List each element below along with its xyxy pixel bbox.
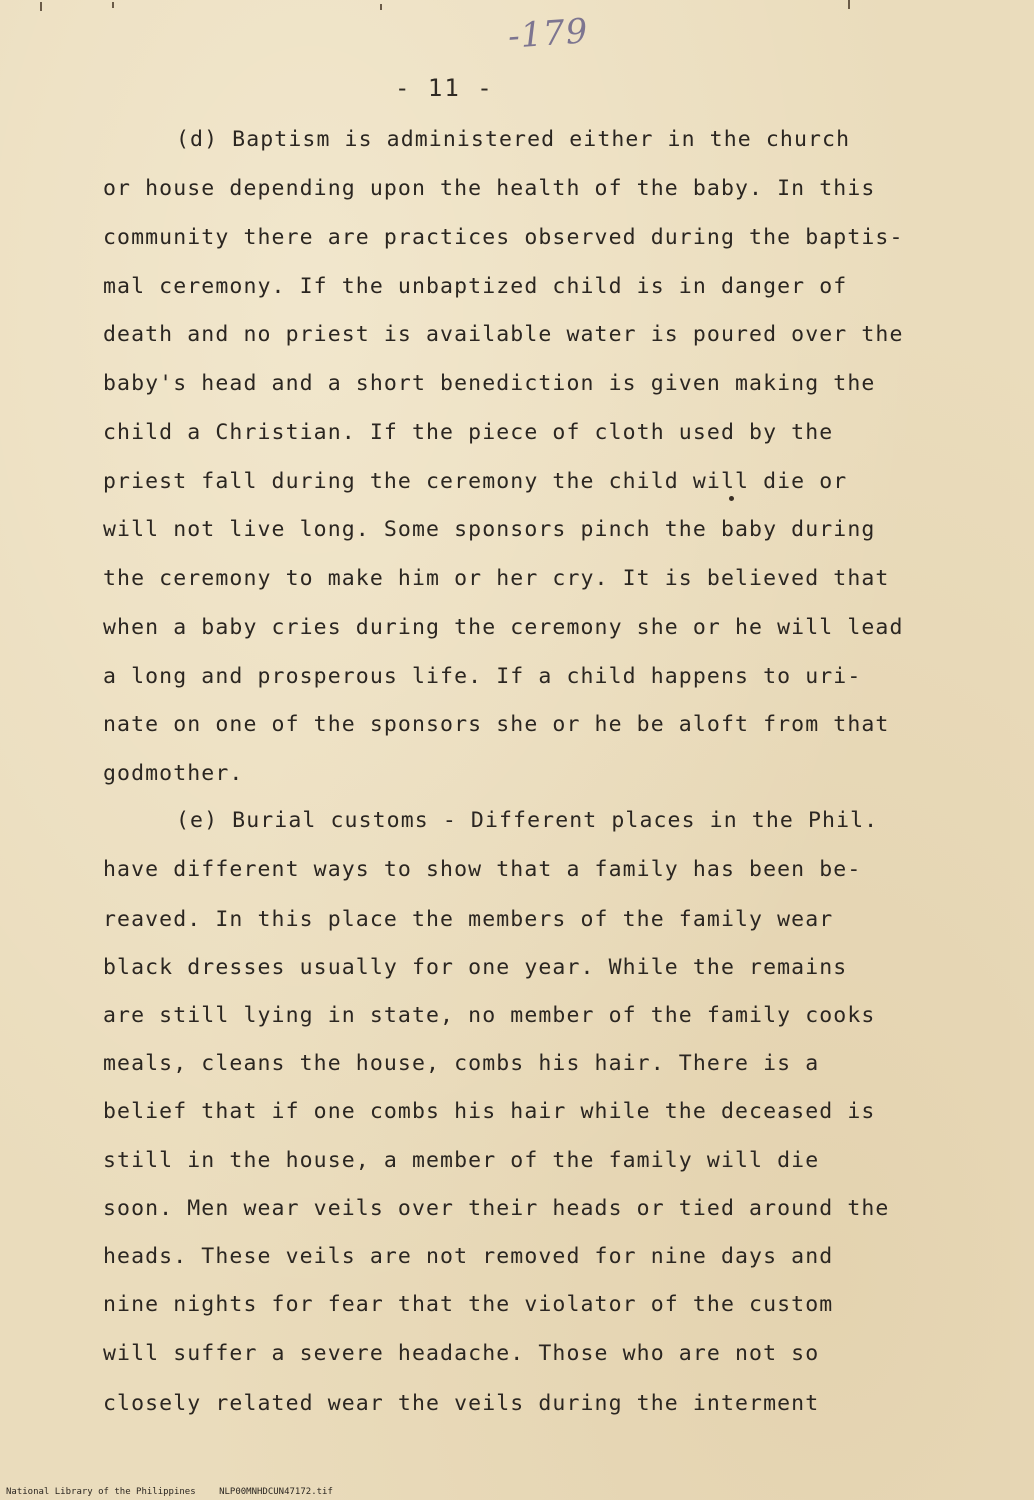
scan-footer — [6, 1487, 333, 1497]
handwritten-page-number: -179 — [506, 11, 590, 57]
text-line: nate on one of the sponsors she or he be aloft from that — [103, 712, 890, 737]
footer-filename: NLP00MNHDCUN47172.tif — [219, 1487, 333, 1497]
text-line: mal ceremony. If the unbaptized child is in danger of — [103, 274, 848, 299]
text-line: the ceremony to make him or her cry. It is believed that — [103, 566, 890, 591]
text-line: have different ways to show that a family has been be- — [103, 857, 862, 882]
edge-mark — [848, 0, 850, 9]
text-line: a long and prosperous life. If a child happens to uri- — [103, 664, 862, 689]
edge-mark — [380, 4, 382, 10]
ink-speck — [729, 496, 734, 501]
text-line: will suffer a severe headache. Those who are not so — [103, 1341, 820, 1366]
text-line: black dresses usually for one year. While the remains — [103, 955, 848, 980]
text-line: death and no priest is available water is poured over the — [103, 322, 904, 347]
page-number: - 11 - — [395, 74, 494, 102]
text-line: are still lying in state, no member of the family cooks — [103, 1003, 876, 1028]
text-line: meals, cleans the house, combs his hair. There is a — [103, 1051, 820, 1076]
text-line: reaved. In this place the members of the family wear — [103, 907, 834, 932]
text-line: priest fall during the ceremony the child will die or — [103, 469, 848, 494]
text-line: child a Christian. If the piece of cloth used by the — [103, 420, 834, 445]
text-line: godmother. — [103, 761, 244, 786]
text-line: belief that if one combs his hair while the deceased is — [103, 1099, 876, 1124]
edge-mark — [112, 2, 114, 8]
text-line: will not live long. Some sponsors pinch the baby during — [103, 517, 876, 542]
text-line: community there are practices observed during the baptis- — [103, 225, 904, 250]
text-line: nine nights for fear that the violator of the custom — [103, 1292, 834, 1317]
text-line: when a baby cries during the ceremony she or he will lead — [103, 615, 904, 640]
footer-library: National Library of the Philippines — [6, 1487, 196, 1497]
text-line: still in the house, a member of the family will die — [103, 1148, 820, 1173]
text-line: (e) Burial customs - Different places in the Phil. — [176, 808, 879, 833]
text-line: baby's head and a short benediction is given making the — [103, 371, 876, 396]
text-line: or house depending upon the health of the baby. In this — [103, 176, 876, 201]
text-line: closely related wear the veils during the interment — [103, 1391, 820, 1416]
text-line: soon. Men wear veils over their heads or tied around the — [103, 1196, 890, 1221]
text-line: heads. These veils are not removed for nine days and — [103, 1244, 834, 1269]
text-line: (d) Baptism is administered either in the church — [176, 127, 851, 152]
edge-mark — [40, 2, 42, 11]
